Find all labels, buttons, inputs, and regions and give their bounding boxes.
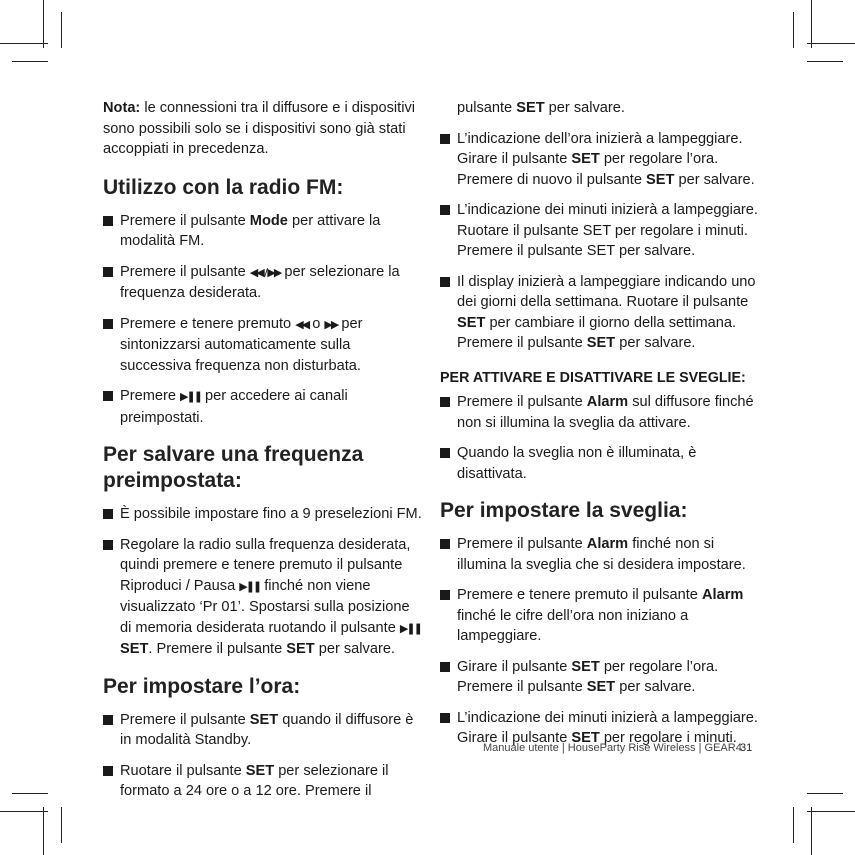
set-alarm-list <box>440 534 765 749</box>
note-paragraph <box>103 98 423 160</box>
crop-mark <box>43 0 44 48</box>
note-label: Nota: <box>103 100 141 116</box>
crop-mark <box>807 793 843 794</box>
crop-mark <box>807 43 855 44</box>
crop-mark <box>61 12 62 48</box>
note-text: le connessioni tra il diffusore e i dispositivi sono possibili solo se i dispositivi sono già stati accoppiati in precedenza. <box>103 100 416 157</box>
list-item: Quando la sveglia non è illuminata, è disattivata. <box>440 443 765 484</box>
list-item: Il display inizierà a lampeggiare indicando uno dei giorni della settimana. Ruotare il pulsante SET per cambiare il giorno della settimana. Premere il pulsante SET per salvare. <box>440 272 765 354</box>
list-item: Premere il pulsante ◀◀ / ▶▶ per selezionare la frequenza desiderata. <box>103 262 423 304</box>
list-item: Premere e tenere premuto il pulsante Alarm finché le cifre dell’ora non iniziano a lampeggiare. <box>440 585 765 647</box>
crop-mark <box>793 12 794 48</box>
save-list <box>103 504 423 660</box>
fast-forward-icon: ▶▶ <box>324 317 338 331</box>
crop-mark <box>793 807 794 843</box>
page-footer: Manuale utente | HouseParty Rise Wireless | GEAR4 <box>483 742 742 754</box>
crop-mark <box>61 807 62 843</box>
page-number: 31 <box>740 742 753 754</box>
list-item: Premere e tenere premuto ◀◀ o ▶▶ per sintonizzarsi automaticamente sulla successiva frequenza non disturbata. <box>103 314 423 377</box>
crop-mark <box>12 793 48 794</box>
save-preset-heading: Per salvare una frequenza preimpostata: <box>103 443 364 492</box>
rewind-icon: ◀◀ <box>295 317 309 331</box>
list-item: Premere ▶❚❚ per accedere ai canali preimpostati. <box>103 386 423 428</box>
play-pause-icon: ▶❚❚ <box>239 579 261 593</box>
left-column <box>103 98 423 816</box>
alarm-toggle-list <box>440 392 765 484</box>
crop-mark <box>811 0 812 48</box>
crop-mark <box>807 811 855 812</box>
list-item: Premere il pulsante Alarm finché non si illumina la sveglia che si desidera impostare. <box>440 534 765 575</box>
list-item-continuation: pulsante SET per salvare. <box>457 100 625 116</box>
play-pause-icon: ▶❚❚ <box>399 621 421 635</box>
time-list-continued <box>440 98 765 354</box>
crop-mark <box>12 61 48 62</box>
set-time-heading: Per impostare l’ora: <box>103 674 301 698</box>
fm-list <box>103 211 423 429</box>
list-item: Premere il pulsante Mode per attivare la modalità FM. <box>103 211 423 252</box>
crop-mark <box>811 807 812 855</box>
crop-mark <box>807 61 843 62</box>
time-list <box>103 710 423 802</box>
list-item: L’indicazione dell’ora inizierà a lampeggiare. Girare il pulsante SET per regolare l’ora. Premere di nuovo il pulsante SET per salvare. <box>440 129 765 191</box>
alarm-toggle-heading: PER ATTIVARE E DISATTIVARE LE SVEGLIE: <box>440 369 746 386</box>
list-item: L’indicazione dei minuti inizierà a lampeggiare. Ruotare il pulsante SET per regolare i minuti. Premere il pulsante SET per salvare. <box>440 200 765 262</box>
list-item: Ruotare il pulsante SET per selezionare il formato a 24 ore o a 12 ore. Premere il <box>103 761 423 802</box>
list-item: È possibile impostare fino a 9 preselezioni FM. <box>103 504 423 525</box>
right-column <box>440 98 765 763</box>
skip-icons: ◀◀ / ▶▶ <box>249 265 281 279</box>
list-item: Regolare la radio sulla frequenza desiderata, quindi premere e tenere premuto il pulsante Riproduci / Pausa ▶❚❚ finché non viene visualizzato ‘Pr 01’. Spostarsi sulla posizione di memoria desiderata ruotando il pulsante ▶❚❚ SET. Premere il pulsante SET per salvare. <box>103 535 423 660</box>
crop-mark <box>43 807 44 855</box>
crop-mark <box>0 811 48 812</box>
crop-mark <box>0 43 48 44</box>
list-item: L’indicazione dei minuti inizierà a lampeggiare. Girare il pulsante SET per regolare i minuti. <box>440 708 765 749</box>
set-alarm-heading: Per impostare la sveglia: <box>440 499 688 522</box>
play-pause-icon: ▶❚❚ <box>180 390 201 403</box>
list-item: Girare il pulsante SET per regolare l’ora. Premere il pulsante SET per salvare. <box>440 657 765 698</box>
list-item: Premere il pulsante SET quando il diffusore è in modalità Standby. <box>103 710 423 751</box>
fm-heading: Utilizzo con la radio FM: <box>103 175 344 199</box>
list-item: Premere il pulsante Alarm sul diffusore finché non si illumina la sveglia da attivare. <box>440 392 765 433</box>
